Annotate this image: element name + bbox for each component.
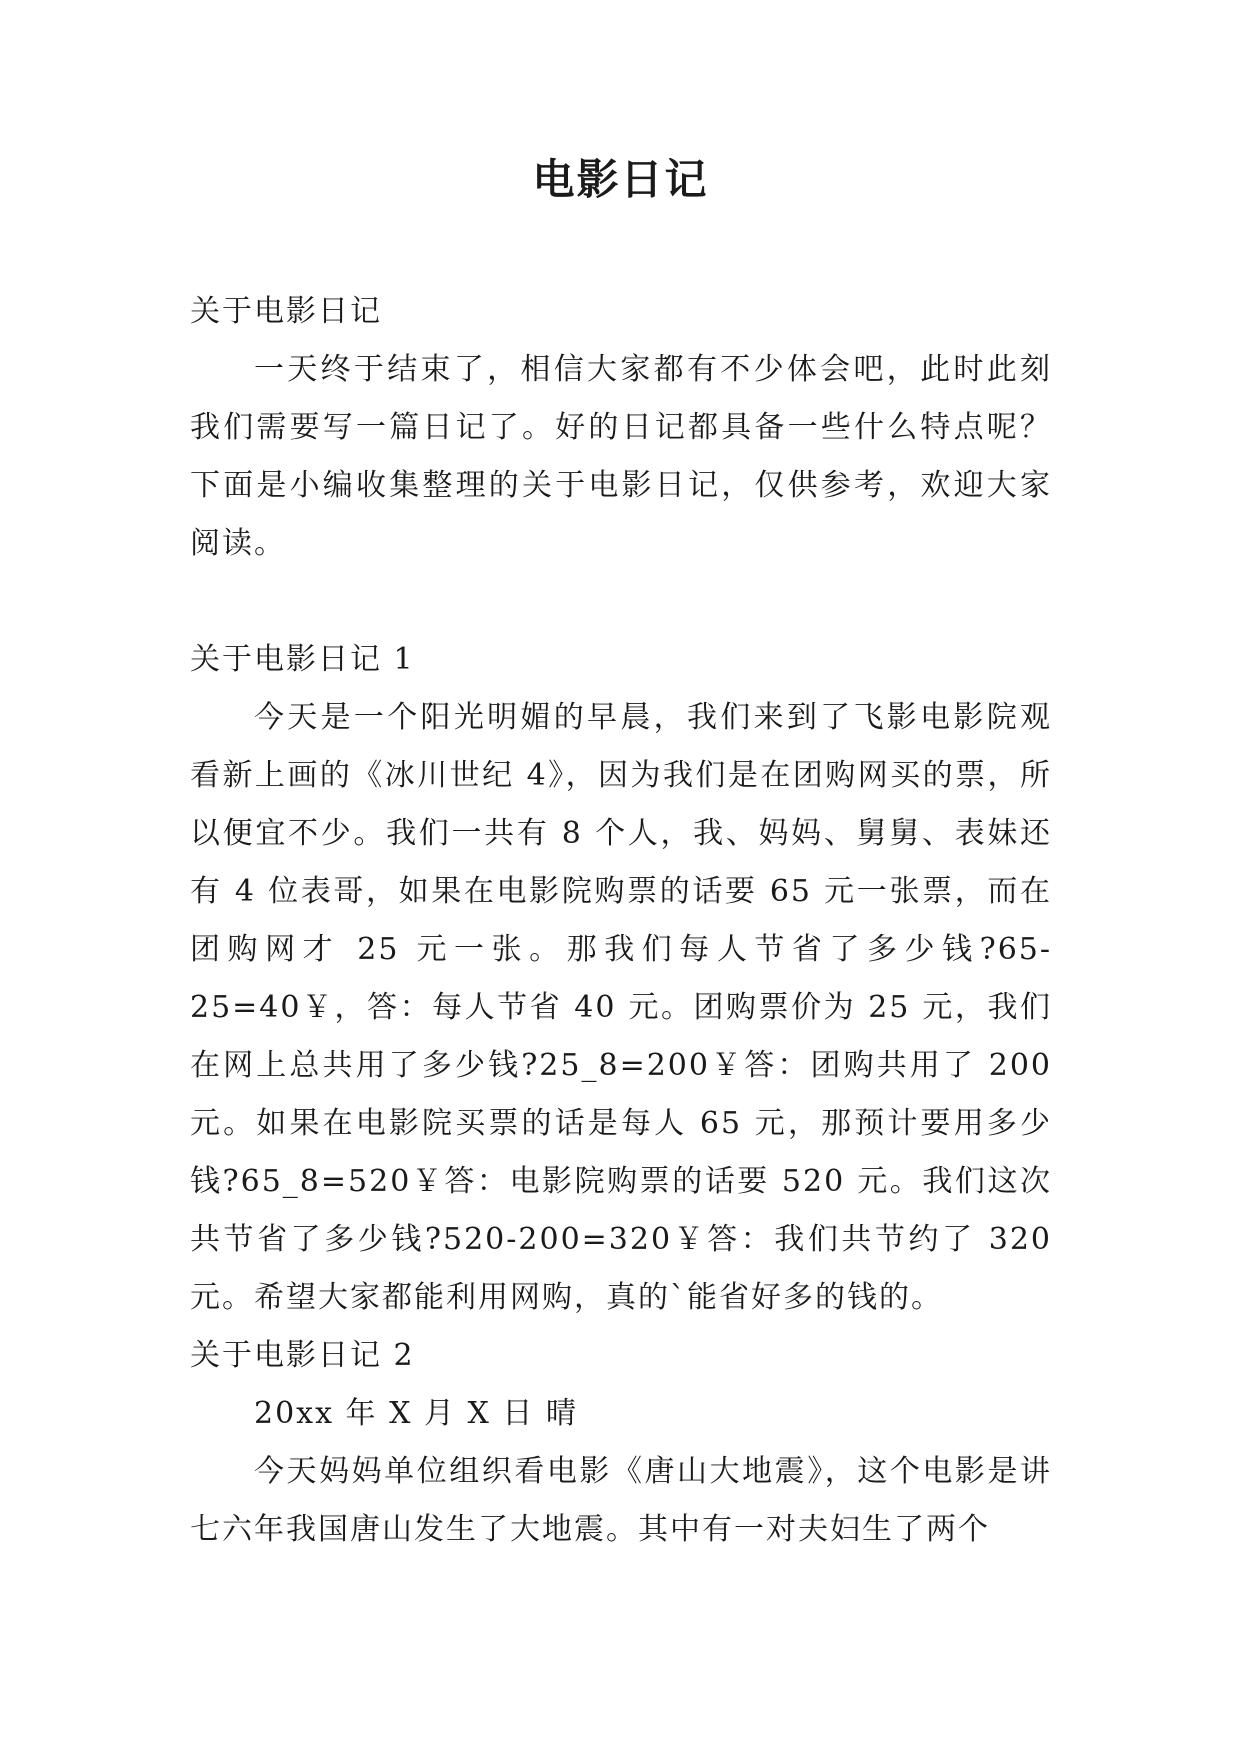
section2-date: 20xx 年 X 月 X 日 晴 — [254, 1396, 578, 1431]
section-spacer — [190, 573, 1052, 631]
intro-paragraph: 一天终于结束了，相信大家都有不少体会吧，此时此刻我们需要写一篇日记了。好的日记都具备一些什么特点呢？下面是小编收集整理的关于电影日记，仅供参考，欢迎大家阅读。 — [190, 352, 1052, 561]
section1-heading: 关于电影日记 1 — [190, 642, 415, 677]
section2-heading: 关于电影日记 2 — [190, 1338, 415, 1373]
document-title: 电影日记 — [532, 155, 709, 204]
section1-paragraph: 今天是一个阳光明媚的早晨，我们来到了飞影电影院观看新上画的《冰川世纪 4》，因为我们是在团购网买的票，所以便宜不少。我们一共有 8 个人，我、妈妈、舅舅、表妹还有 4 位表哥，如果在电影院购票的话要 65 元一张票，而在团购网才 25 元一张。那我们每人节省了多少钱?65-25=40￥，答：每人节省 40 元。团购票价为 25 元，我们在网上总共用了多少钱?25_8=200￥答：团购共用了 200 元。如果在电影院买票的话是每人 65 元，那预计要用多少钱?65_8=520￥答：电影院购票的话要 520 元。我们这次共节省了多少钱?520-200=320￥答：我们共节约了 320 元。希望大家都能利用网购，真的`能省好多的钱的。 — [190, 700, 1052, 1315]
intro-heading: 关于电影日记 — [190, 294, 382, 329]
document-body — [190, 283, 1052, 1559]
section2-paragraph: 今天妈妈单位组织看电影《唐山大地震》，这个电影是讲七六年我国唐山发生了大地震。其中有一对夫妇生了两个 — [190, 1454, 1052, 1547]
